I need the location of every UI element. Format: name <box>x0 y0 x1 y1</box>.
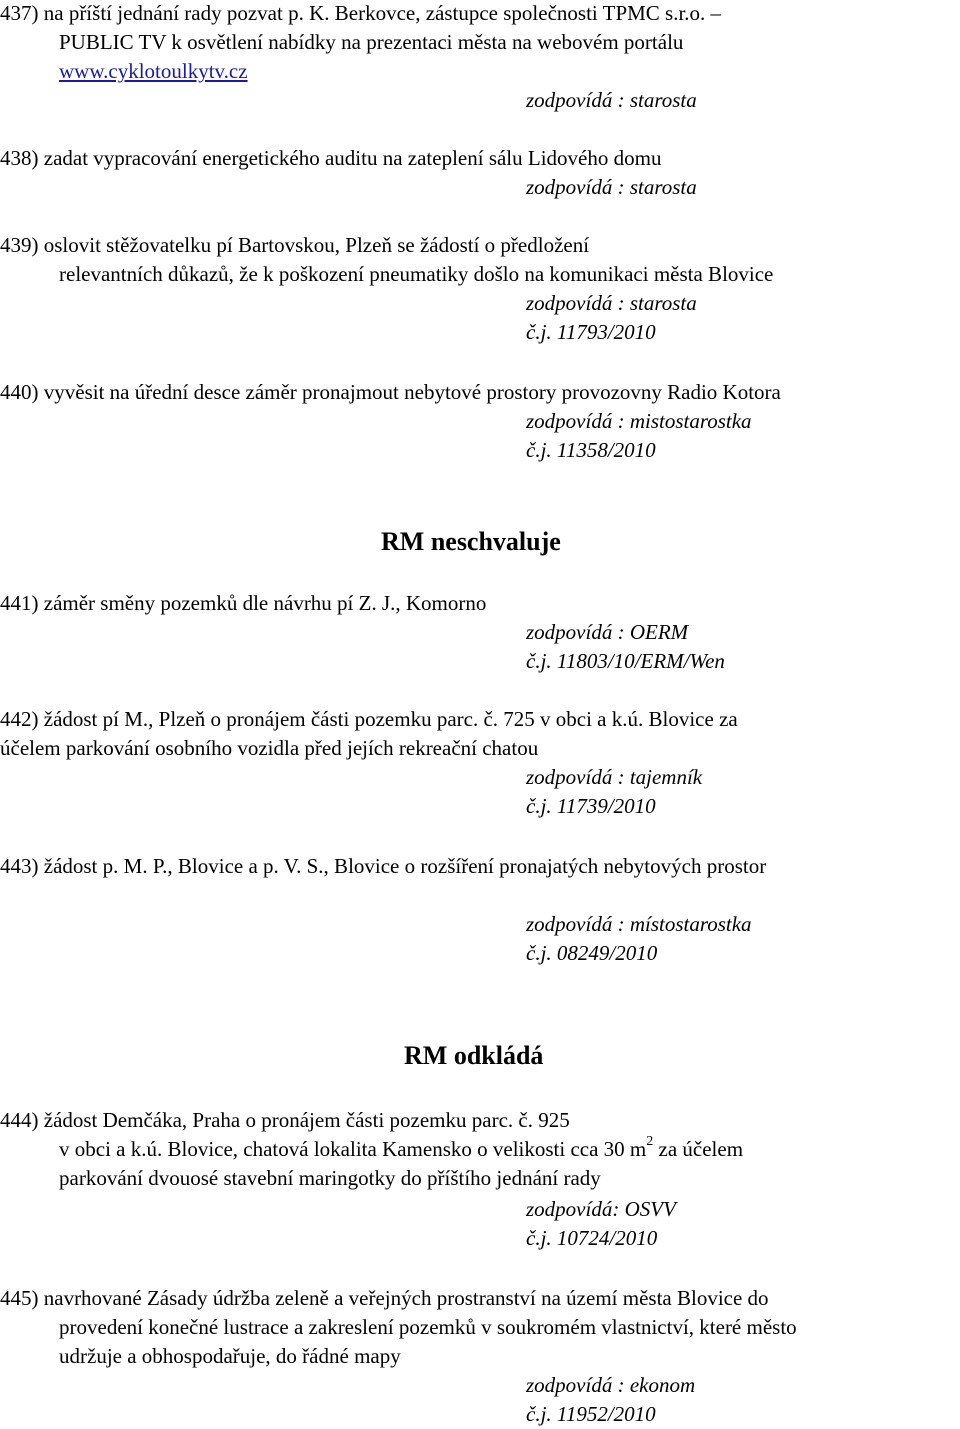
item-443-reference: č.j. 08249/2010 <box>526 941 658 965</box>
item-439-line2: relevantních důkazů, že k poškození pneumatiky došlo na komunikaci města Blovice <box>59 262 774 286</box>
item-444-line3: parkování dvouosé stavební maringotky do příštího jednání rady <box>59 1166 601 1190</box>
item-440-reference: č.j. 11358/2010 <box>526 438 656 462</box>
section-heading-odklada: RM odkládá <box>404 1041 544 1070</box>
item-443-responsible: zodpovídá : místostarostka <box>526 912 752 936</box>
item-444-line2 <box>59 1134 744 1161</box>
item-438-responsible: zodpovídá : starosta <box>526 175 697 199</box>
item-442-line1: 442) žádost pí M., Plzeň o pronájem části pozemku parc. č. 725 v obci a k.ú. Blovice za <box>0 707 738 731</box>
item-445-line2: provedení konečné lustrace a zakreslení pozemků v soukromém vlastnictví, které město <box>59 1315 797 1339</box>
item-440-responsible: zodpovídá : mistostarostka <box>526 409 752 433</box>
item-444-line2-text: v obci a k.ú. Blovice, chatová lokalita Kamensko o velikosti cca 30 m <box>59 1137 647 1161</box>
item-441-line1: 441) záměr směny pozemků dle návrhu pí Z. J., Komorno <box>0 591 487 615</box>
item-437-line2: PUBLIC TV k osvětlení nabídky na prezentaci města na webovém portálu <box>59 30 684 54</box>
item-439-reference: č.j. 11793/2010 <box>526 320 656 344</box>
item-439-line1: 439) oslovit stěžovatelku pí Bartovskou, Plzeň se žádostí o předložení <box>0 233 590 257</box>
item-445-line3: udržuje a obhospodařuje, do řádné mapy <box>59 1344 401 1368</box>
section-heading-neschvaluje: RM neschvaluje <box>381 527 561 556</box>
item-441-responsible: zodpovídá : OERM <box>526 620 689 644</box>
item-437-line1: 437) na příští jednání rady pozvat p. K. Berkovce, zástupce společnosti TPMC s.r.o. – <box>0 1 722 25</box>
item-444-reference: č.j. 10724/2010 <box>526 1226 658 1250</box>
item-442-reference: č.j. 11739/2010 <box>526 794 656 818</box>
item-444-responsible: zodpovídá: OSVV <box>526 1197 676 1221</box>
item-440-line1: 440) vyvěsit na úřední desce záměr pronajmout nebytové prostory provozovny Radio Kotora <box>0 380 781 404</box>
item-445-reference: č.j. 11952/2010 <box>526 1402 656 1426</box>
item-439-responsible: zodpovídá : starosta <box>526 291 697 315</box>
item-441-reference: č.j. 11803/10/ERM/Wen <box>526 649 725 673</box>
item-438-line1: 438) zadat vypracování energetického auditu na zateplení sálu Lidového domu <box>0 146 662 170</box>
item-437-responsible: zodpovídá : starosta <box>526 88 697 112</box>
item-445-line1: 445) navrhované Zásady údržba zeleně a veřejných prostranství na území města Blovice do <box>0 1286 769 1310</box>
item-442-line2: účelem parkování osobního vozidla před jejích rekreační chatou <box>0 736 539 760</box>
item-445-responsible: zodpovídá : ekonom <box>526 1373 696 1397</box>
item-444-line2-tail: za účelem <box>653 1137 744 1161</box>
item-442-responsible: zodpovídá : tajemník <box>526 765 703 789</box>
item-444-line1: 444) žádost Demčáka, Praha o pronájem části pozemku parc. č. 925 <box>0 1108 570 1132</box>
superscript-2: 2 <box>646 1134 654 1149</box>
portal-link[interactable]: www.cyklotoulkytv.cz <box>59 59 248 83</box>
item-443-line1: 443) žádost p. M. P., Blovice a p. V. S., Blovice o rozšíření pronajatých nebytových prostor <box>0 854 767 878</box>
